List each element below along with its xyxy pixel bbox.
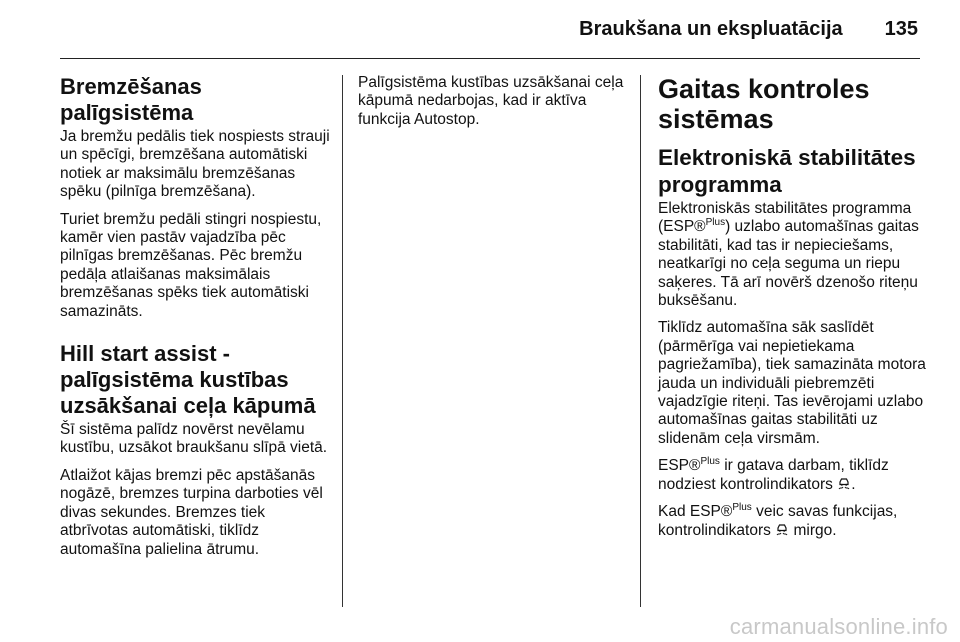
paragraph: Atlaižot kājas bremzi pēc apstāšanās nogāzē, bremzes turpina darboties vēl divas sekundes. Bremzes tiek atbrīvotas automātiski, tiklīdz automašīna palielina ātrumu. [60, 466, 323, 558]
column-1 [60, 74, 332, 568]
paragraph: Kad ESP®$^{Plus}$ veic savas funkcijas, kontrolindikators mirgo. [658, 502, 898, 539]
paragraph: Ja bremžu pedālis tiek nospiests strauji un spēcīgi, bremzēšana automātiski notiek ar maksimālu bremzēšanas spēku (pilnīga bremzēšana). [60, 128, 330, 201]
column-divider [640, 75, 641, 607]
paragraph: ESP®$^{Plus}$ ir gatava darbam, tiklīdz nodziest kontrolindikators . [658, 456, 889, 493]
paragraph: Turiet bremžu pedāli stingri nospiestu, kamēr vien pastāv vajadzība pēc pilnīgas bremzēšanas. Pēc bremžu pedāļa atlaišanas maksimālais bremzēšanas spēks tiek automātiski samazināts. [60, 210, 322, 320]
watermark: carmanualsonline.info [729, 614, 948, 639]
paragraph: Tiklīdz automašīna sāk saslīdēt (pārmērīga vai nepietiekama pagriežamība), tiek samazināta motora jauda un individuāli piebremzēti vajadzīgie riteņi. Tas ievērojami uzlabo automašīnas gaitas stabilitāti uz slidenām ceļa virsmām. [658, 319, 926, 447]
section-title: Braukšana un ekspluatācija [579, 18, 843, 40]
page-number: 135 [884, 18, 918, 40]
paragraph: Elektroniskās stabilitātes programma (ESP®$^{Plus}$) uzlabo automašīnas gaitas stabilitāti, kad tas ir nepieciešams, neatkarīgi no ceļa seguma un riepu saķeres. Tā arī novērš dzenošo riteņu buksēšanu. [658, 200, 919, 310]
column-2 [358, 74, 630, 138]
heading-esp: Elektroniskā stabilitātes programma [658, 145, 916, 197]
heading-brake-assist: Bremzēšanas palīgsistēma [60, 74, 202, 125]
heading-driving-control-systems: Gaitas kontroles sistēmas [658, 74, 870, 134]
esp-skid-car-icon [775, 522, 789, 536]
column-divider [342, 75, 343, 607]
paragraph: Šī sistēma palīdz novērst nevēlamu kustību, uzsākot braukšanu slīpā vietā. [60, 421, 328, 457]
column-3 [658, 74, 930, 549]
running-header [579, 18, 918, 41]
esp-skid-car-icon [837, 476, 851, 490]
paragraph: Palīgsistēma kustības uzsākšanai ceļa kāpumā nedarbojas, kad ir aktīva funkcija Autostop. [358, 74, 624, 128]
heading-hill-start-assist: Hill start assist - palīgsistēma kustības uzsākšanai ceļa kāpumā [60, 341, 316, 419]
header-rule [60, 58, 920, 59]
